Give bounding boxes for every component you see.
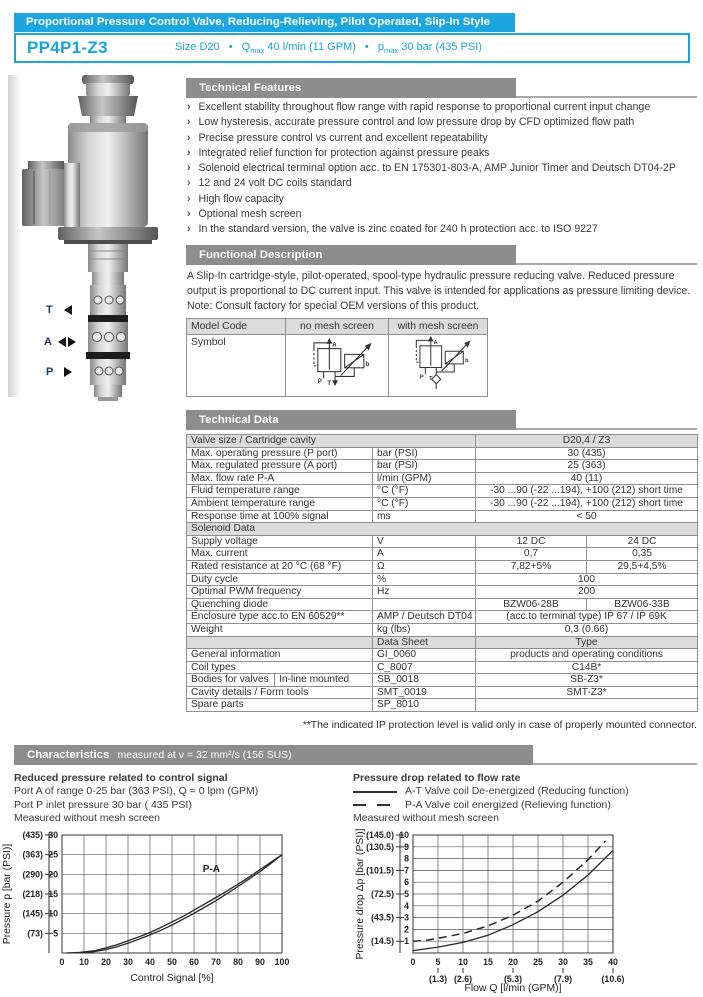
hydraulic-symbol-no-mesh	[289, 335, 385, 391]
svg-text:25: 25	[48, 849, 58, 860]
svg-text:1: 1	[404, 936, 409, 947]
svg-text:(5.3): (5.3)	[503, 974, 523, 984]
table-row: Coil types C_8007 C14B*	[187, 661, 698, 674]
table-row: Quenching diode BZW06-28B BZW06-33B	[187, 598, 698, 611]
svg-text:35: 35	[583, 957, 593, 967]
size-label: Size D20	[175, 40, 220, 53]
svg-text:4: 4	[404, 900, 409, 911]
table-row: Valve size / Cartridge cavity D20,4 / Z3	[187, 435, 698, 448]
feature-item: › High flow capacity	[187, 192, 698, 207]
svg-text:(218): (218)	[22, 889, 43, 899]
section-bar-tail	[516, 428, 697, 430]
svg-text:10: 10	[458, 957, 468, 967]
model-code: PP4P1-Z3	[27, 38, 108, 57]
qmax-value: 40 l/min (11 GPM)	[267, 40, 356, 53]
svg-text:60: 60	[189, 957, 199, 967]
port-letter: P	[46, 366, 54, 378]
svg-text:Control Signal [%]: Control Signal [%]	[130, 973, 214, 984]
reduced-pressure-chart-svg	[0, 826, 350, 997]
caption-heading: Pressure drop related to flow rate	[353, 772, 521, 784]
port-letter: A	[44, 336, 52, 348]
arrow-right-icon	[68, 337, 76, 347]
svg-text:5: 5	[53, 928, 58, 939]
functional-description-text: A Slip-In cartridge-style, pilot-operated, spool-type hydraulic pressure reducing valve. Reduced pressure output is proportional to DC current input. This valve is intended for applications as pressure limiting device. Note: Consult factory for special OEM versions of this product.	[187, 270, 691, 313]
bullet-icon: ›	[187, 177, 191, 190]
bullet-icon: ›	[187, 208, 191, 221]
symbol-with-mesh-cell	[389, 335, 488, 397]
table-row: Response time at 100% signal ms < 50	[187, 510, 698, 523]
svg-text:0: 0	[59, 957, 65, 967]
separator-dot: •	[228, 40, 233, 53]
table-row: Rated resistance at 20 °C (68 °F) Ω 7,82+5% 29,5+4,5%	[187, 560, 698, 573]
svg-text:9: 9	[404, 841, 409, 852]
table-row: Ambient temperature range °C (°F) -30 ...90 (-22 ...194), +100 (212) short time	[187, 497, 698, 510]
model-header-box	[14, 33, 690, 63]
svg-text:3: 3	[404, 912, 409, 923]
section-characteristics-bar	[14, 745, 697, 765]
svg-text:P-A: P-A	[202, 863, 221, 875]
svg-text:50: 50	[167, 957, 177, 967]
table-row: Optimal PWM frequency Hz 200	[187, 586, 698, 599]
reduced-pressure-chart	[0, 826, 350, 997]
pressure-drop-chart	[353, 826, 703, 997]
table-row-header: Data Sheet Type	[187, 636, 698, 649]
pmax-symbol: p	[377, 40, 384, 53]
svg-text:2: 2	[404, 924, 409, 935]
symbol-port-t: T	[327, 381, 332, 388]
bullet-icon: ›	[187, 223, 191, 236]
svg-text:40: 40	[608, 957, 618, 967]
symbol-port-p: P	[419, 374, 424, 381]
section-title: Functional Description	[186, 245, 516, 265]
svg-text:100: 100	[274, 957, 290, 967]
svg-text:70: 70	[211, 957, 221, 967]
symbol-port-a: A	[433, 340, 438, 347]
section-title: Technical Features	[186, 78, 516, 98]
caption-heading: Reduced pressure related to control signal	[14, 772, 228, 784]
arrow-left-icon	[58, 337, 66, 347]
qmax-sub: max	[250, 46, 265, 56]
symbol-coil-b: b	[465, 358, 469, 365]
svg-text:Flow Q [l/min (GPM)]: Flow Q [l/min (GPM)]	[464, 983, 562, 994]
col-header: Model Code	[187, 319, 286, 335]
svg-text:(363): (363)	[22, 849, 43, 860]
table-row: Bodies for valves In-line mounted SB_0018 SB-Z3*	[187, 674, 698, 687]
svg-text:0: 0	[410, 957, 416, 967]
svg-text:(73): (73)	[27, 928, 43, 939]
port-label-P	[46, 366, 72, 378]
feature-item: › Low hysteresis, accurate pressure control and low pressure drop by CFD optimized flow path	[187, 115, 698, 130]
table-row: Fluid temperature range °C (°F) -30 ...90 (-22 ...194), +100 (212) short time	[187, 485, 698, 498]
svg-text:25: 25	[533, 957, 543, 967]
svg-text:10: 10	[399, 830, 409, 840]
bullet-icon: ›	[187, 146, 191, 159]
svg-text:(2.6): (2.6)	[453, 974, 473, 984]
svg-text:30: 30	[123, 957, 133, 967]
feature-item: › In the standard version, the valve is zinc coated for 240 h protection acc. to ISO 9227	[187, 222, 698, 237]
svg-text:30: 30	[558, 957, 568, 967]
section-bar-tail	[516, 96, 697, 98]
table-row: Weight kg (lbs) 0,3 (0.66)	[187, 623, 698, 636]
svg-text:Pressure drop Δp [bar (PSI)]: Pressure drop Δp [bar (PSI)]	[355, 828, 366, 960]
table-row: Cavity details / Form tools SMT_0019 SMT-Z3*	[187, 686, 698, 699]
port-label-T	[46, 304, 72, 316]
valve-photo	[8, 73, 173, 401]
svg-text:(130.5): (130.5)	[366, 841, 394, 852]
svg-text:Pressure p [bar (PSI)]: Pressure p [bar (PSI)]	[2, 843, 13, 945]
separator-dot: •	[364, 40, 369, 53]
col-header: with mesh screen	[389, 319, 488, 335]
svg-text:7: 7	[404, 865, 409, 876]
qmax-symbol: Q	[241, 40, 251, 53]
section-title: Characteristics measured at ν = 32 mm²/s (156 SUS)	[14, 745, 533, 765]
svg-text:90: 90	[255, 957, 265, 967]
bullet-icon: ›	[187, 131, 191, 144]
feature-item: › 12 and 24 volt DC coils standard	[187, 176, 698, 191]
table-row	[187, 319, 488, 335]
bullet-icon: ›	[187, 101, 191, 113]
table-row	[187, 335, 488, 397]
table-row: Supply voltage V 12 DC 24 DC	[187, 535, 698, 548]
right-chart-caption: Pressure drop related to flow rate A-T Valve coil De-energized (Reducing function) P-A Valve coil energized (Relieving function) Measured without mesh screen	[353, 772, 697, 826]
table-row: Enclosure type acc.to EN 60529** AMP / Deutsch DT04 (acc.to terminal type) IP 67 / IP 69K	[187, 611, 698, 624]
symbol-coil-b: b	[365, 361, 370, 368]
section-technical-data-bar	[186, 410, 697, 430]
svg-text:(101.5): (101.5)	[366, 865, 394, 876]
section-technical-features-bar	[186, 78, 697, 98]
svg-text:20: 20	[48, 869, 58, 880]
svg-text:(1.3): (1.3)	[428, 974, 448, 984]
bullet-icon: ›	[187, 162, 191, 175]
svg-text:(7.9): (7.9)	[553, 974, 573, 984]
pressure-drop-chart-svg	[353, 826, 703, 997]
arrow-right-icon	[64, 367, 72, 377]
table-row: Spare parts SP_8010	[187, 699, 698, 712]
pmax-sub: max	[383, 46, 399, 56]
section-bar-tail	[533, 763, 697, 765]
pmax-value: 30 bar (435 PSI)	[401, 40, 482, 53]
svg-text:20: 20	[101, 957, 111, 967]
section-bar-tail	[516, 263, 697, 265]
svg-text:10: 10	[79, 957, 89, 967]
svg-text:(72.5): (72.5)	[371, 889, 394, 899]
svg-text:6: 6	[404, 877, 409, 888]
arrow-left-icon	[64, 305, 72, 315]
svg-text:8: 8	[404, 853, 409, 864]
svg-text:15: 15	[483, 957, 493, 967]
page-title: Proportional Pressure Control Valve, Reducing-Relieving, Pilot Operated, Slip-In Style	[14, 13, 515, 32]
technical-features-list	[187, 100, 698, 238]
symbol-port-a: A	[332, 342, 337, 349]
functional-description-note: Note: Consult factory for special OEM versions of this product.	[187, 300, 480, 313]
feature-item: › Excellent stability throughout flow range with rapid response to proportional current input change	[187, 100, 698, 115]
measurement-condition: measured at ν = 32 mm²/s (156 SUS)	[117, 749, 292, 761]
row-label: Symbol	[187, 335, 286, 397]
legend-item-solid: A-T Valve coil De-energized (Reducing function)	[353, 785, 697, 798]
technical-data-table	[186, 434, 698, 712]
feature-item: › Integrated relief function for protection against pressure peaks	[187, 146, 698, 161]
table-row: Max. regulated pressure (A port) bar (PSI) 25 (363)	[187, 460, 698, 473]
port-letter: T	[46, 304, 53, 316]
svg-text:5: 5	[404, 889, 409, 899]
table-row: Max. operating pressure (P port) bar (PSI) 30 (435)	[187, 447, 698, 460]
svg-text:(145.0): (145.0)	[366, 830, 394, 840]
svg-text:20: 20	[508, 957, 518, 967]
svg-text:80: 80	[233, 957, 243, 967]
svg-text:(145): (145)	[22, 908, 43, 919]
hydraulic-symbol-with-mesh	[390, 335, 486, 391]
bullet-icon: ›	[187, 192, 191, 205]
feature-item: › Solenoid electrical terminal option acc. to EN 175301-803-A, AMP Junior Timer and Deutsch DT04-2P	[187, 161, 698, 176]
port-label-A	[44, 336, 76, 348]
svg-text:30: 30	[48, 830, 58, 840]
svg-text:(290): (290)	[22, 869, 43, 880]
table-row: Max. flow rate P-A l/min (GPM) 40 (11)	[187, 472, 698, 485]
bullet-icon: ›	[187, 116, 191, 129]
model-code-table	[186, 318, 488, 397]
svg-text:(10.6): (10.6)	[601, 974, 625, 984]
model-specs	[175, 41, 482, 55]
legend-item-dashed: P-A Valve coil energized (Relieving function)	[353, 799, 697, 812]
table-row-section: Solenoid Data	[187, 523, 698, 536]
table-row: Max. current A 0,7 0,35	[187, 548, 698, 561]
svg-text:(435): (435)	[22, 830, 43, 840]
symbol-port-p: P	[317, 379, 322, 386]
symbol-no-mesh-cell	[286, 335, 389, 397]
section-title: Technical Data	[186, 410, 516, 430]
valve-illustration	[8, 73, 173, 401]
solid-line-swatch-icon	[353, 791, 397, 793]
svg-text:(14.5): (14.5)	[371, 936, 394, 947]
feature-item: › Precise pressure control vs current and excellent repeatability	[187, 131, 698, 146]
col-header: no mesh screen	[286, 319, 389, 335]
svg-text:40: 40	[145, 957, 155, 967]
svg-text:5: 5	[435, 957, 441, 967]
table-footnote: **The indicated IP protection level is valid only in case of properly mounted connector.	[302, 720, 697, 731]
svg-text:(43.5): (43.5)	[371, 912, 394, 923]
table-row: Duty cycle % 100	[187, 573, 698, 586]
svg-text:10: 10	[48, 908, 58, 919]
section-functional-description-bar	[186, 245, 697, 265]
table-row: General information GI_0060 products and operating conditions	[187, 649, 698, 662]
feature-item: › Optional mesh screen	[187, 207, 698, 222]
dashed-line-swatch-icon	[353, 804, 397, 806]
svg-text:15: 15	[48, 889, 58, 899]
left-chart-caption: Reduced pressure related to control signal Port A of range 0-25 bar (363 PSI), Q = 0 lpm (GPM) Port P inlet pressure 30 bar ( 435 PSI) Measured without mesh screen	[14, 772, 344, 826]
symbol-port-t: T	[428, 376, 433, 383]
